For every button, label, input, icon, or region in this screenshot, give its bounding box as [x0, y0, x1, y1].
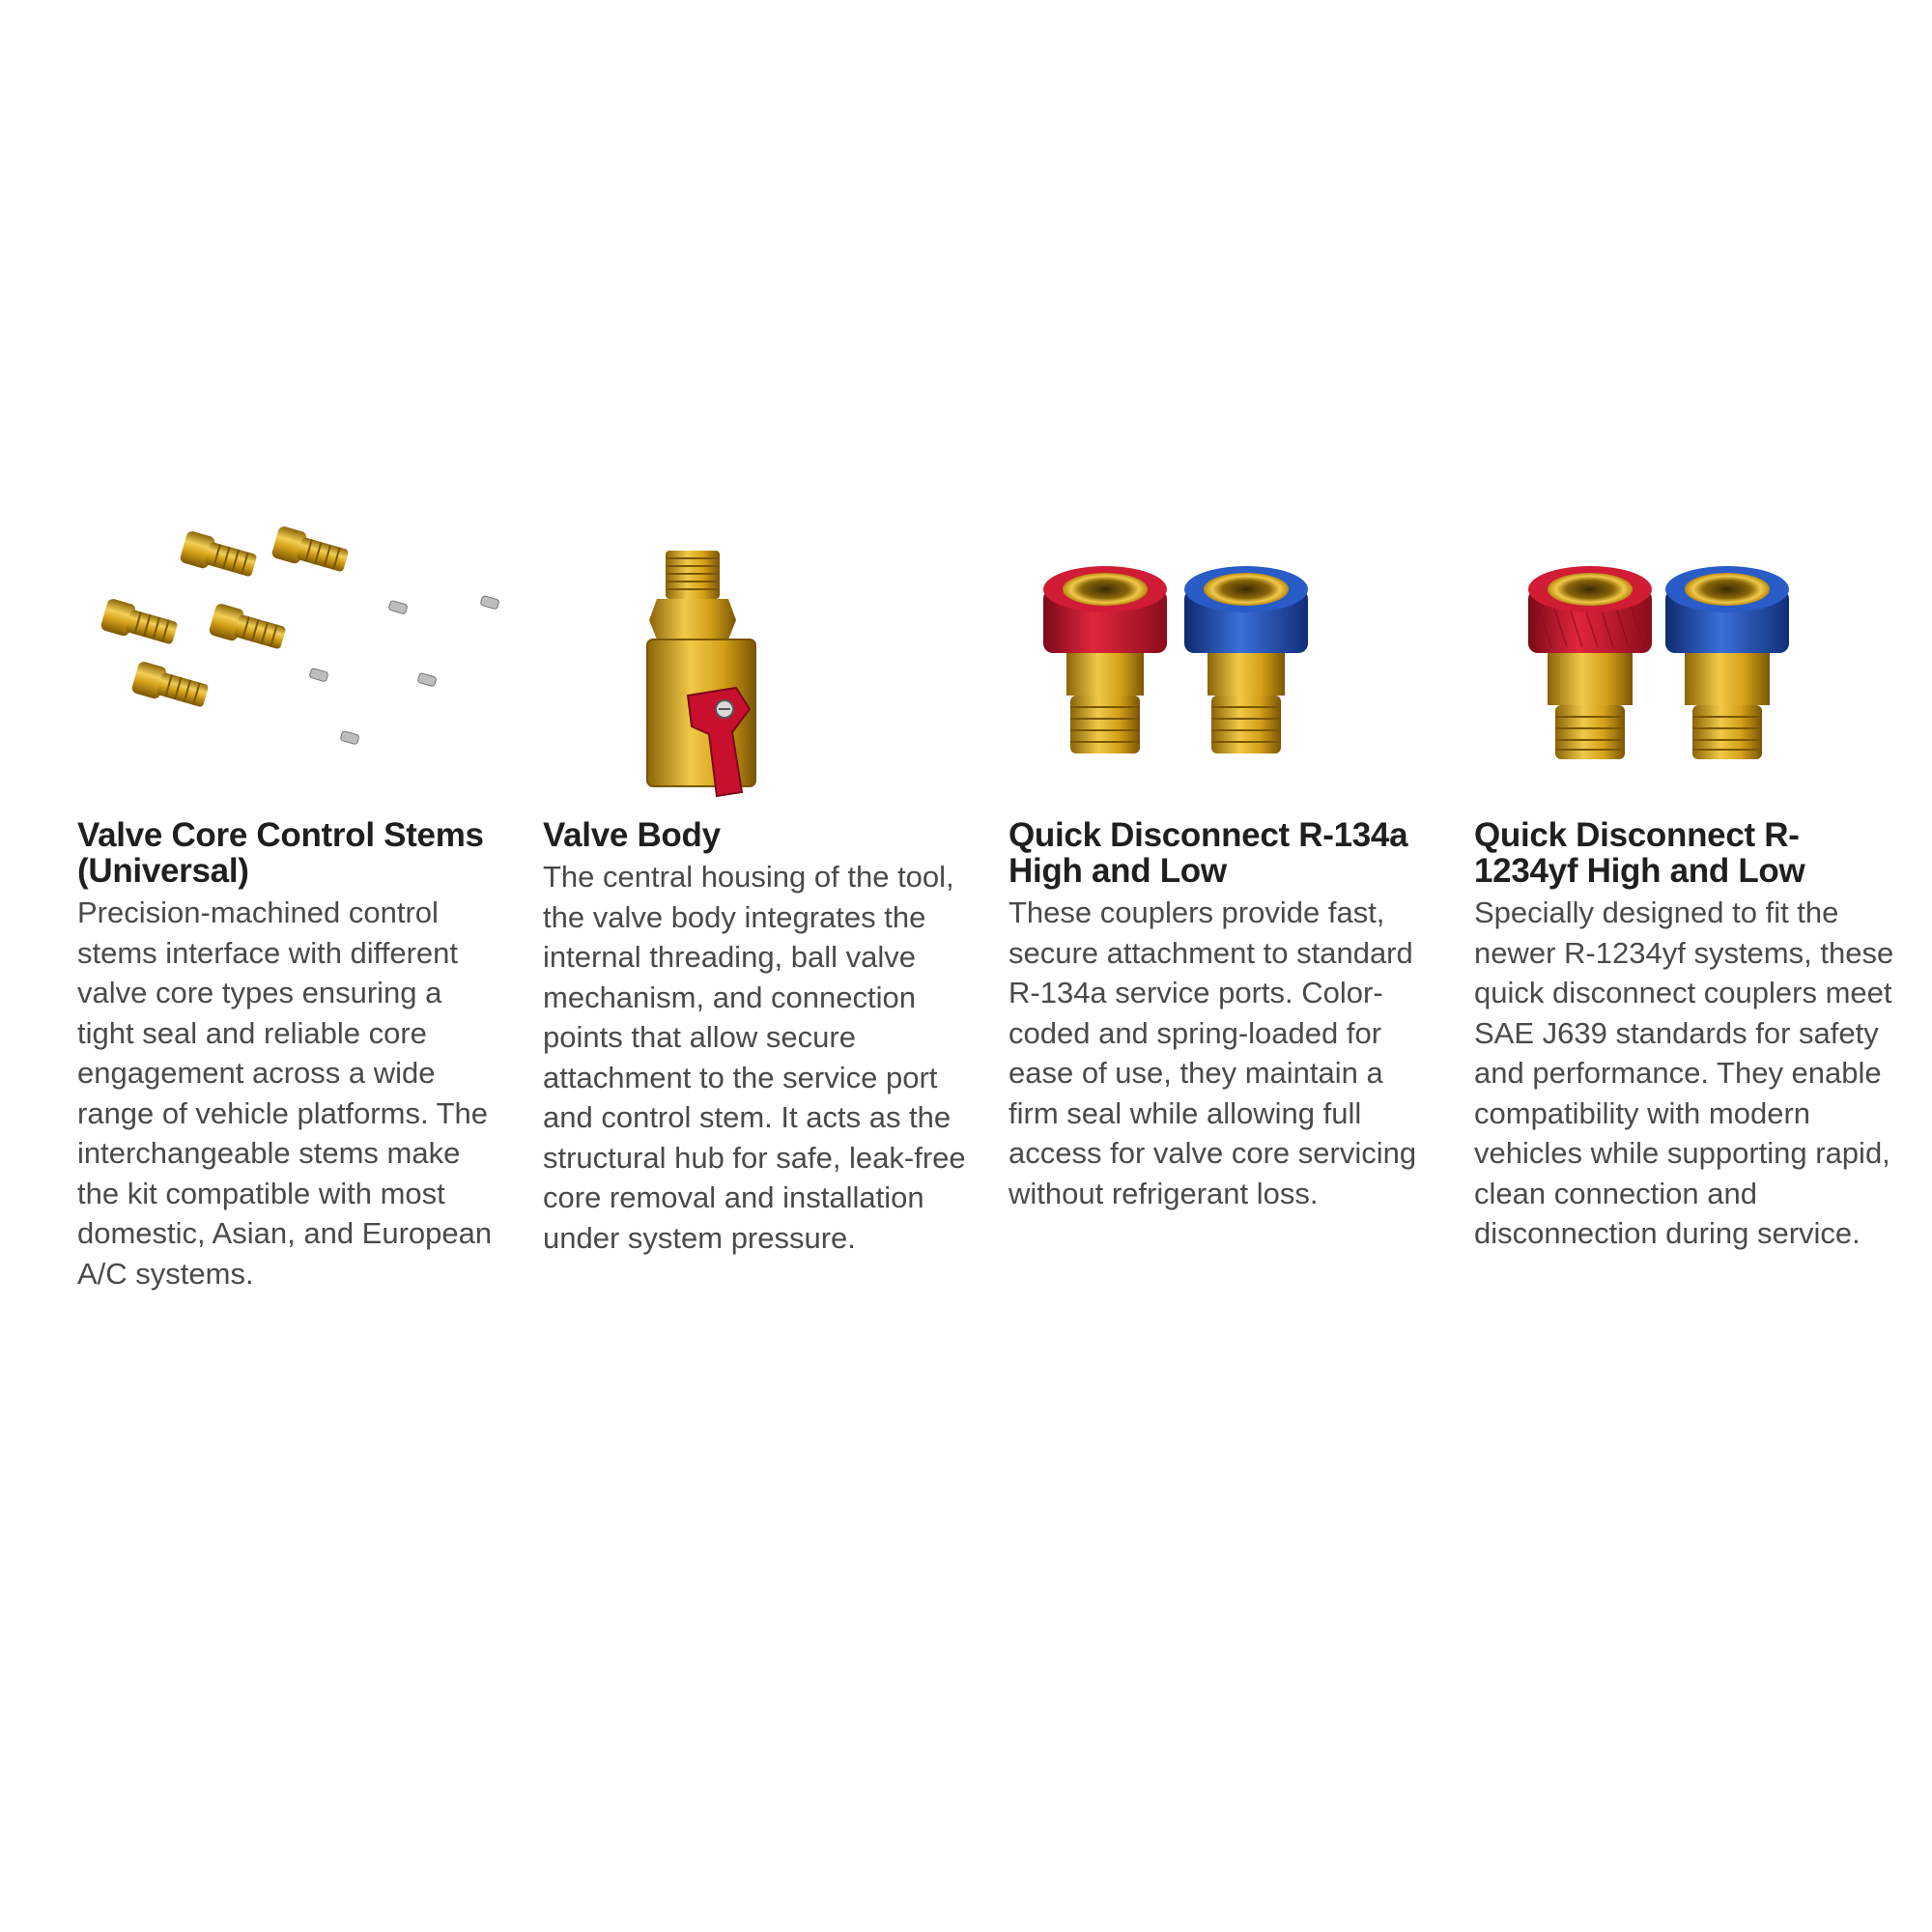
r134a-couplers-icon [1009, 502, 1434, 811]
r1234yf-couplers-image [1474, 502, 1899, 811]
product-description: Precision-machined control stems interface with different valve core types ensuring a tight seal and reliable core engagement across a wide range of vehicle platforms. The interchangeable stems make the kit compatible with most domestic, Asian, and European A/C systems. [77, 895, 493, 1291]
product-card-r1234yf [1474, 502, 1899, 1254]
valve-body-icon [543, 502, 968, 811]
product-title: Valve Body [543, 816, 721, 854]
product-card-r134a [1009, 502, 1434, 1213]
control-stems-icon [77, 502, 502, 811]
product-description: Specially designed to fit the newer R-1234yf systems, these quick disconnect couplers meet SAE J639 standards for safety and performance. They enable compatibility with modern vehicles while supporting rapid, clean connection and disconnection during service. [1474, 895, 1894, 1250]
control-stems-image [77, 502, 502, 811]
r1234yf-couplers-icon [1474, 502, 1899, 811]
product-title: Quick Disconnect R-134a High and Low [1009, 816, 1408, 890]
product-title: Valve Core Control Stems (Universal) [77, 816, 484, 890]
product-description: The central housing of the tool, the valve body integrates the internal threading, ball valve mechanism, and connection points that allow secure attachment to the service port and control stem. It acts as the structural hub for safe, leak-free core removal and installation under system pressure. [543, 860, 966, 1255]
r134a-couplers-image [1009, 502, 1434, 811]
product-card-control-stems [77, 502, 502, 1293]
valve-body-image [543, 502, 968, 811]
product-title: Quick Disconnect R-1234yf High and Low [1474, 816, 1805, 890]
product-card-valve-body [543, 502, 968, 1258]
product-description: These couplers provide fast, secure attachment to standard R-134a service ports. Color-coded and spring-loaded for ease of use, they maintain a firm seal while allowing full access for valve core servicing without refrigerant loss. [1009, 895, 1417, 1210]
